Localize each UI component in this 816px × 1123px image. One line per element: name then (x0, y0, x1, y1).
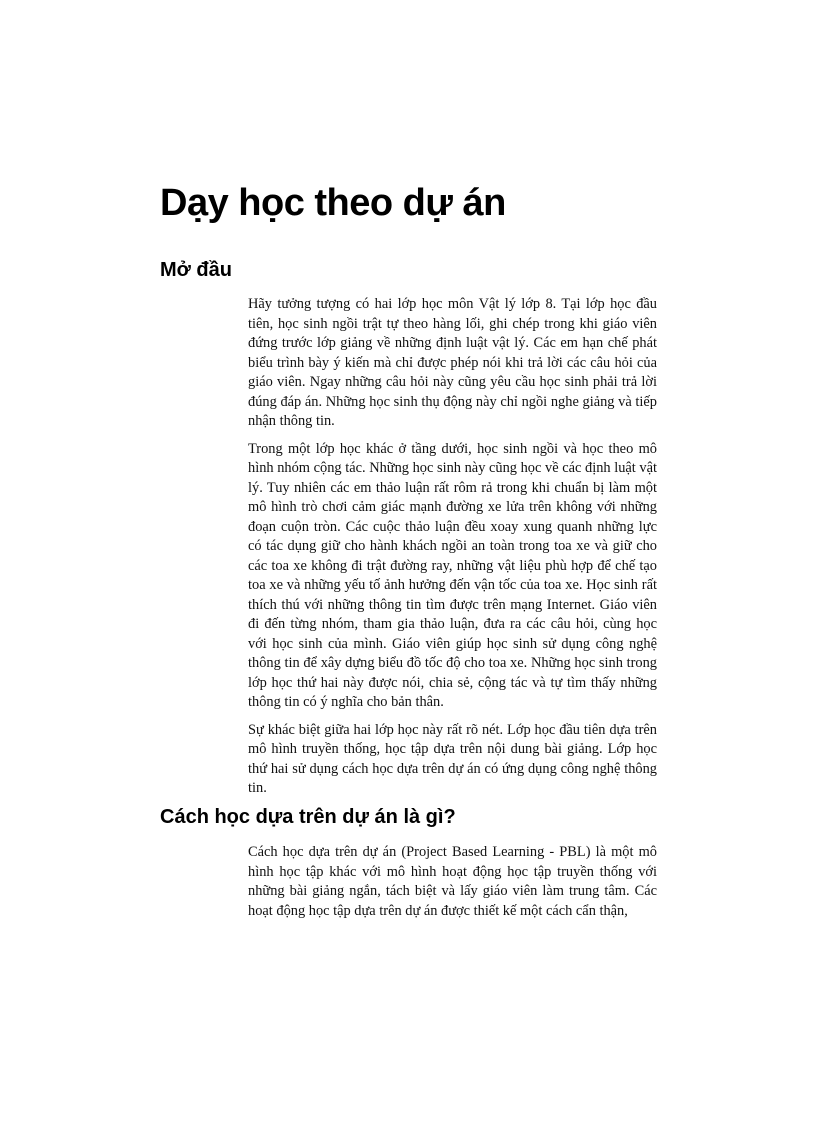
section-body-introduction (248, 295, 657, 807)
section-body-what-is-pbl (248, 843, 657, 929)
paragraph: Sự khác biệt giữa hai lớp học này rất rõ nét. Lớp học đầu tiên dựa trên mô hình truyền thống, học tập dựa trên nội dung bài giảng. Lớp học thứ hai sử dụng cách học dựa trên dự án có ứng dụng công nghệ thông tin. (248, 721, 657, 796)
section-heading-introduction: Mở đầu (160, 259, 232, 281)
paragraph: Cách học dựa trên dự án (Project Based Learning - PBL) là một mô hình học tập khác với mô hình hoạt động học tập truyền thống với những bài giảng ngắn, tách biệt và lấy giáo viên làm trung tâm. Các hoạt động học tập dựa trên dự án được thiết kế một cách cẩn thận, (248, 844, 657, 919)
paragraph: Hãy tưởng tượng có hai lớp học môn Vật lý lớp 8. Tại lớp học đầu tiên, học sinh ngồi trật tự theo hàng lối, ghi chép trong khi giáo viên đứng trước lớp giảng về những định luật vật lý. Các em hạn chế phát biểu trình bày ý kiến mà chỉ được phép nói khi trả lời các câu hỏi của giáo viên. Ngay những câu hỏi này cũng yêu cầu học sinh phải trả lời đúng đáp án. Những học sinh thụ động này chỉ ngồi nghe giảng và tiếp nhận thông tin. (248, 296, 657, 429)
section-heading-what-is-pbl: Cách học dựa trên dự án là gì? (160, 806, 456, 828)
paragraph: Trong một lớp học khác ở tầng dưới, học sinh ngồi và học theo mô hình nhóm cộng tác. Những học sinh này cũng học về các định luật vật lý. Tuy nhiên các em thảo luận rất rôm rả trong khi chuẩn bị làm một mô hình trò chơi cảm giác mạnh đường xe lửa trên không với những đoạn cuộn tròn. Các cuộc thảo luận đều xoay xung quanh những lực có tác dụng giữ cho hành khách ngồi an toàn trong toa xe và giữ cho các toa xe không đi trật đường ray, những vật liệu phù hợp để chế tạo toa xe và những yếu tố ảnh hưởng đến vận tốc của toa xe. Học sinh rất thích thú với những thông tin tìm được trên mạng Internet. Giáo viên đi đến từng nhóm, tham gia thảo luận, đưa ra các câu hỏi, cùng học với học sinh của mình. Giáo viên giúp học sinh sử dụng công nghệ thông tin để xây dựng biểu đồ tốc độ cho toa xe. Những học sinh trong lớp học thứ hai này được nói, chia sẻ, cộng tác và tự tìm thấy những thông tin có ý nghĩa cho bản thân. (248, 440, 657, 710)
document-title: Dạy học theo dự án (160, 182, 506, 224)
